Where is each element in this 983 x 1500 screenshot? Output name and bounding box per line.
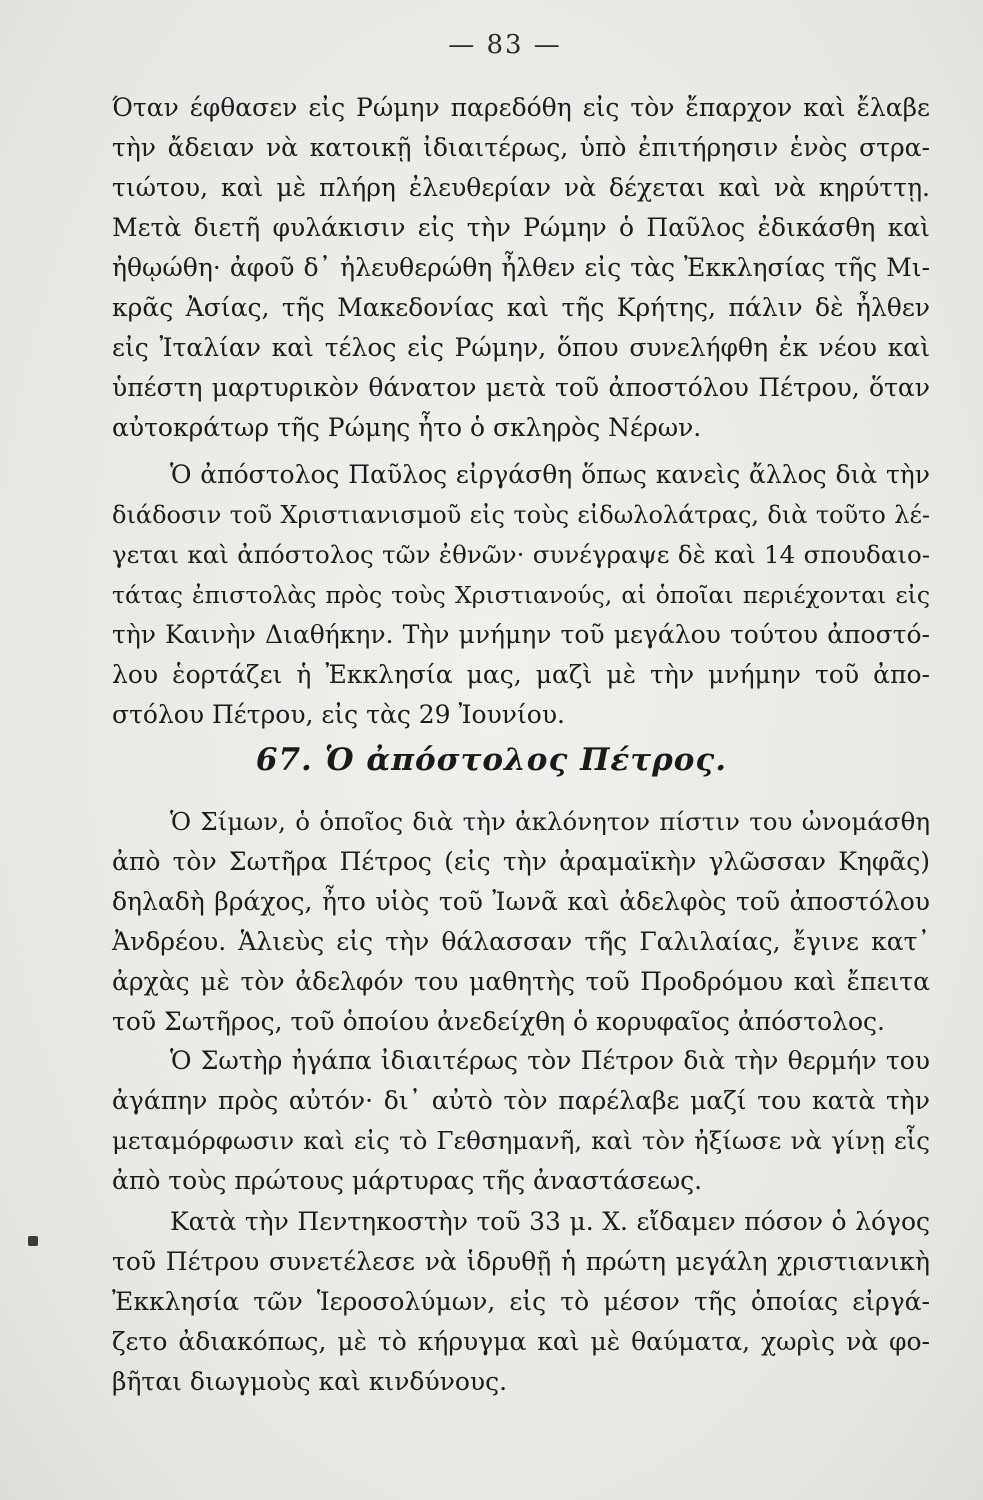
text-line: Μετὰ διετῆ φυλάκισιν εἰς τὴν Ρώμην ὁ Παῦλος ἐδικάσθη καὶ [112, 213, 930, 242]
text-line: μεταμόρφωσιν καὶ εἰς τὸ Γεθσημανῆ, καὶ τὸν ἠξίωσε νὰ γίνῃ εἷς [112, 1126, 930, 1155]
text-line: τὴν Καινὴν Διαθήκην. Τὴν μνήμην τοῦ μεγάλου τούτου ἀποστό- [112, 620, 930, 649]
text-line: τοῦ Σωτῆρος, τοῦ ὁποίου ἀνεδείχθη ὁ κορυφαῖος ἀπόστολος. [112, 1007, 885, 1036]
text-line: ζετο ἀδιακόπως, μὲ τὸ κήρυγμα καὶ μὲ θαύματα, χωρὶς νὰ φο- [112, 1327, 930, 1356]
text-line: ἀπὸ τὸν Σωτῆρα Πέτρος (εἰς τὴν ἀραμαϊκὴν γλῶσσαν Κηφᾶς) [112, 847, 930, 876]
text-line: Ἀνδρέου. Ἁλιεὺς εἰς τὴν θάλασσαν τῆς Γαλιλαίας, ἔγινε κατ᾽ [112, 927, 930, 956]
text-line: τιώτου, καὶ μὲ πλήρη ἐλευθερίαν νὰ δέχεται καὶ νὰ κηρύττῃ. [112, 173, 930, 202]
text-line: ἀγάπην πρὸς αὐτόν· δι᾽ αὐτὸ τὸν παρέλαβε μαζί του κατὰ τὴν [112, 1086, 930, 1115]
text-line: στόλου Πέτρου, εἰς τὰς 29 Ἰουνίου. [112, 700, 566, 729]
text-line: Κατὰ τὴν Πεντηκοστὴν τοῦ 33 μ. Χ. εἴδαμεν πόσον ὁ λόγος [170, 1207, 930, 1236]
paragraph-2 [112, 455, 930, 735]
paragraph-1 [112, 88, 930, 448]
text-line: τὴν ἄδειαν νὰ κατοικῇ ἰδιαιτέρως, ὑπὸ ἐπιτήρησιν ἑνὸς στρα- [112, 133, 930, 162]
text-line: διάδοσιν τοῦ Χριστιανισμοῦ εἰς τοὺς εἰδωλολάτρας, διὰ τοῦτο λέ- [112, 501, 930, 529]
section-heading: 67. Ὁ ἀπόστολος Πέτρος. [255, 742, 728, 778]
text-line: λου ἑορτάζει ἡ Ἐκκλησία μας, μαζὶ μὲ τὴν μνήμην τοῦ ἀπο- [112, 660, 930, 689]
text-line: ὑπέστη μαρτυρικὸν θάνατον μετὰ τοῦ ἀποστόλου Πέτρου, ὅταν [112, 373, 930, 402]
text-line: Ὁ Σωτὴρ ἠγάπα ἰδιαιτέρως τὸν Πέτρον διὰ τὴν θερμήν του [170, 1046, 930, 1075]
text-line: κρᾶς Ἀσίας, τῆς Μακεδονίας καὶ τῆς Κρήτης, πάλιν δὲ ἦλθεν [112, 293, 930, 322]
text-line: τοῦ Πέτρου συνετέλεσε νὰ ἱδρυθῇ ἡ πρώτη μεγάλη χριστιανικὴ [112, 1247, 930, 1276]
text-line: Όταν έφθασεν εἰς Ρώμην παρεδόθη εἰς τὸν ἔπαρχον καὶ ἔλαβε [112, 93, 930, 122]
margin-ink-mark [28, 1236, 38, 1246]
text-line: Ὁ Σίμων, ὁ ὁποῖος διὰ τὴν ἀκλόνητον πίστιν του ὠνομάσθη [170, 807, 930, 836]
text-line: γεται καὶ ἀπόστολος τῶν ἐθνῶν· συνέγραψε δὲ καὶ 14 σπουδαιο- [112, 540, 930, 569]
paragraph-5 [112, 1202, 930, 1402]
text-line: βῆται διωγμοὺς καὶ κινδύνους. [112, 1367, 508, 1396]
text-line: Ὁ ἀπόστολος Παῦλος εἰργάσθη ὅπως κανεὶς ἄλλος διὰ τὴν [170, 460, 930, 489]
text-line: ἠθῳώθη· ἀφοῦ δ᾽ ἠλευθερώθη ἦλθεν εἰς τὰς Ἐκκλησίας τῆς Μι- [112, 253, 930, 282]
text-line: αὐτοκράτωρ τῆς Ρώμης ἦτο ὁ σκληρὸς Νέρων. [112, 413, 702, 442]
text-line: Ἐκκλησία τῶν Ἱεροσολύμων, εἰς τὸ μέσον τῆς ὁποίας εἰργά- [112, 1287, 930, 1316]
text-line: δηλαδὴ βράχος, ἦτο υἱὸς τοῦ Ἰωνᾶ καὶ ἀδελφὸς τοῦ ἀποστόλου [112, 887, 930, 916]
paragraph-3 [112, 802, 930, 1042]
paragraph-4 [112, 1041, 930, 1201]
text-line: εἰς Ἰταλίαν καὶ τέλος εἰς Ρώμην, ὅπου συνελήφθη ἐκ νέου καὶ [112, 333, 930, 362]
text-line: ἀπὸ τοὺς πρώτους μάρτυρας τῆς ἀναστάσεως. [112, 1166, 703, 1195]
text-line: τάτας ἐπιστολὰς πρὸς τοὺς Χριστιανούς, αἱ ὁποῖαι περιέχονται εἰς [112, 581, 930, 609]
text-line: ἀρχὰς μὲ τὸν ἀδελφόν του μαθητὴς τοῦ Προδρόμου καὶ ἔπειτα [112, 967, 930, 996]
page-number: — 83 — [448, 30, 562, 60]
